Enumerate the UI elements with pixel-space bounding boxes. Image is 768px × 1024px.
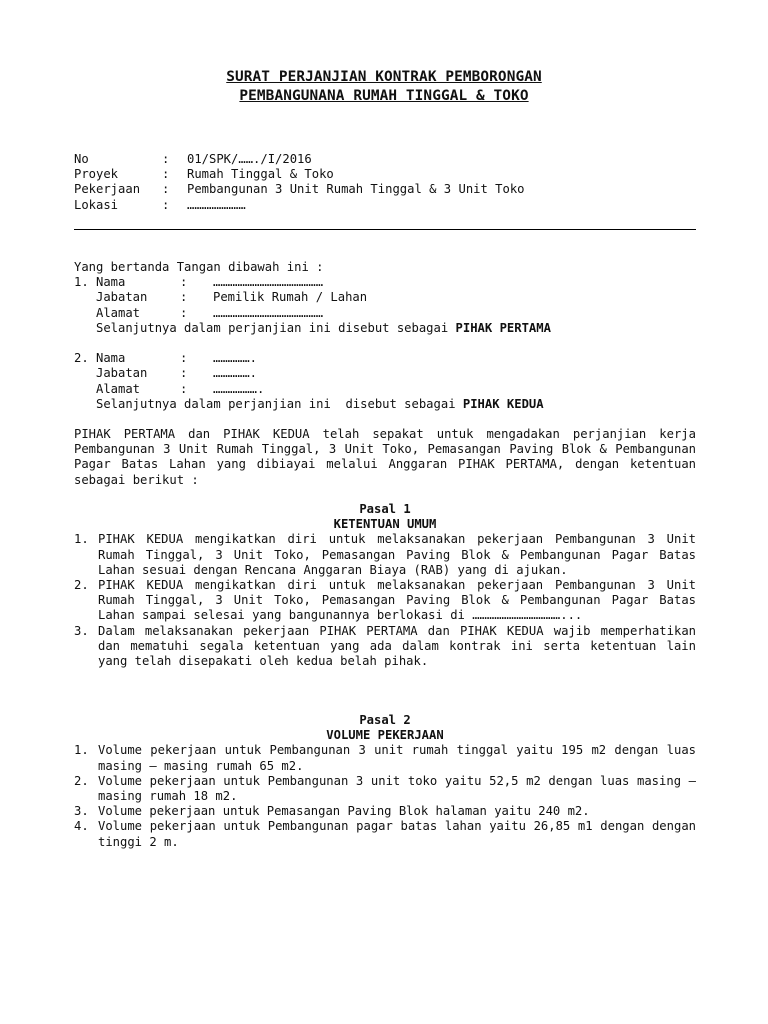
pasal2-section bbox=[74, 713, 696, 850]
item-text: PIHAK KEDUA mengikatkan diri untuk melaksanakan pekerjaan Pembangunan 3 Unit Rumah Tinggal, 3 Unit Toko, Pemasangan Paving Blok & Pembangunan Pagar Batas Lahan sampai selesai yang bangunannya berlokasi di ………………………………... bbox=[98, 578, 696, 623]
document-title-line1: SURAT PERJANJIAN KONTRAK PEMBORONGAN bbox=[226, 69, 542, 85]
parties-section bbox=[74, 260, 696, 412]
item-number: 1. bbox=[74, 743, 89, 758]
party1-number: 1. bbox=[74, 275, 89, 290]
pasal2-item-4 bbox=[74, 819, 696, 849]
colon: : bbox=[180, 366, 188, 381]
label: Nama bbox=[96, 351, 126, 366]
item-number: 3. bbox=[74, 804, 89, 819]
label: No bbox=[74, 152, 89, 166]
header-info bbox=[74, 152, 696, 213]
label: Jabatan bbox=[96, 290, 148, 305]
pasal1-item-3 bbox=[74, 624, 696, 670]
label: Proyek bbox=[74, 167, 119, 182]
value: ……………. bbox=[213, 366, 258, 381]
item-number: 3. bbox=[74, 623, 89, 638]
parties-intro bbox=[74, 260, 696, 275]
intro-text: Yang bertanda Tangan dibawah ini : bbox=[74, 260, 324, 274]
party1-nama-row bbox=[74, 275, 696, 290]
item-text: Volume pekerjaan untuk Pembangunan 3 unit rumah tinggal yaitu 195 m2 dengan luas masing – masing rumah 65 m2. bbox=[98, 743, 696, 773]
pasal1-section bbox=[74, 502, 696, 669]
pasal2-item-1 bbox=[74, 743, 696, 773]
item-number: 2. bbox=[74, 578, 89, 593]
party2-number: 2. bbox=[74, 351, 89, 366]
pasal1-item-1 bbox=[74, 532, 696, 578]
pasal1-item-2 bbox=[74, 578, 696, 624]
party1-role: PIHAK PERTAMA bbox=[455, 320, 551, 335]
pasal2-title: Pasal 2 bbox=[359, 713, 411, 727]
value: ……………………………………… bbox=[213, 305, 324, 320]
item-text: Volume pekerjaan untuk Pembangunan pagar batas lahan yaitu 26,85 m1 dengan dengan tinggi 2 m. bbox=[98, 819, 696, 849]
pasal1-subtitle: KETENTUAN UMUM bbox=[333, 517, 437, 532]
label: Jabatan bbox=[96, 366, 148, 381]
party1-alamat-row bbox=[74, 306, 696, 321]
item-text: Dalam melaksanakan pekerjaan PIHAK PERTAMA dan PIHAK KEDUA wajib memperhatikan dan mematuhi segala ketentuan yang ada dalam kontrak ini serta ketentuan lain yang telah disepakati oleh kedua belah pihak. bbox=[98, 623, 696, 669]
colon: : bbox=[180, 351, 188, 366]
colon: : bbox=[180, 290, 188, 305]
party1-jabatan-row bbox=[74, 290, 696, 305]
header-divider bbox=[74, 229, 696, 230]
colon: : bbox=[162, 167, 170, 182]
value: ……………. bbox=[213, 351, 258, 366]
pasal2-item-2 bbox=[74, 774, 696, 804]
item-number: 2. bbox=[74, 773, 89, 788]
colon: : bbox=[180, 381, 188, 396]
party2-role: PIHAK KEDUA bbox=[462, 396, 544, 411]
value: Pemilik Rumah / Lahan bbox=[213, 290, 368, 305]
label: Lokasi bbox=[74, 197, 119, 212]
value: Rumah Tinggal & Toko bbox=[187, 167, 334, 182]
header-row-no bbox=[74, 152, 696, 167]
party1-note-row bbox=[74, 321, 696, 336]
value: 01/SPK/……./I/2016 bbox=[187, 152, 312, 166]
party1-note bbox=[96, 321, 551, 336]
header-row-proyek bbox=[74, 167, 696, 182]
party2-note-row bbox=[74, 397, 696, 412]
header-row-pekerjaan bbox=[74, 182, 696, 197]
value: Pembangunan 3 Unit Rumah Tinggal & 3 Unit Toko bbox=[187, 182, 525, 197]
colon: : bbox=[180, 305, 188, 320]
pasal2-item-3 bbox=[74, 804, 696, 819]
note-text: Selanjutnya dalam perjanjian ini disebut sebagai bbox=[96, 396, 463, 411]
pasal1-title: Pasal 1 bbox=[359, 502, 411, 516]
pasal2-subtitle: VOLUME PEKERJAAN bbox=[326, 728, 444, 743]
colon: : bbox=[162, 182, 170, 197]
party2-note bbox=[96, 397, 544, 412]
agreement-paragraph: PIHAK PERTAMA dan PIHAK KEDUA telah sepakat untuk mengadakan perjanjian kerja Pembangunan 3 Unit Rumah Tinggal, 3 Unit Toko, Pemasangan Paving Blok & Pembangunan Pagar Batas Lahan yang dibiayai melalui Anggaran PIHAK PERTAMA, dengan ketentuan sebagai berikut : bbox=[74, 427, 696, 487]
colon: : bbox=[162, 152, 170, 166]
value: ………………. bbox=[213, 381, 265, 396]
party2-nama-row bbox=[74, 351, 696, 366]
label: Pekerjaan bbox=[74, 182, 141, 197]
value: …………………… bbox=[187, 197, 246, 212]
document-title-line2: PEMBANGUNANA RUMAH TINGGAL & TOKO bbox=[239, 88, 529, 104]
item-text: Volume pekerjaan untuk Pemasangan Paving Blok halaman yaitu 240 m2. bbox=[98, 804, 590, 819]
party2-jabatan-row bbox=[74, 366, 696, 381]
note-text: Selanjutnya dalam perjanjian ini disebut sebagai bbox=[96, 320, 456, 335]
item-text: PIHAK KEDUA mengikatkan diri untuk melaksanakan pekerjaan Pembangunan 3 Unit Rumah Tinggal, 3 Unit Toko, Pemasangan Paving Blok & Pembangunan Pagar Batas Lahan sesuai dengan Rencana Anggaran Biaya (RAB) yang di ajukan. bbox=[98, 532, 696, 577]
label: Alamat bbox=[96, 305, 141, 320]
header-row-lokasi bbox=[74, 198, 696, 213]
item-text: Volume pekerjaan untuk Pembangunan 3 unit toko yaitu 52,5 m2 dengan luas masing – masing rumah 18 m2. bbox=[98, 773, 696, 804]
colon: : bbox=[180, 275, 188, 290]
party2-alamat-row bbox=[74, 382, 696, 397]
item-number: 4. bbox=[74, 819, 89, 834]
value: ……………………………………… bbox=[213, 275, 324, 290]
label: Nama bbox=[96, 275, 126, 290]
item-number: 1. bbox=[74, 532, 89, 547]
colon: : bbox=[162, 197, 170, 212]
label: Alamat bbox=[96, 381, 141, 396]
spacer bbox=[74, 336, 696, 351]
